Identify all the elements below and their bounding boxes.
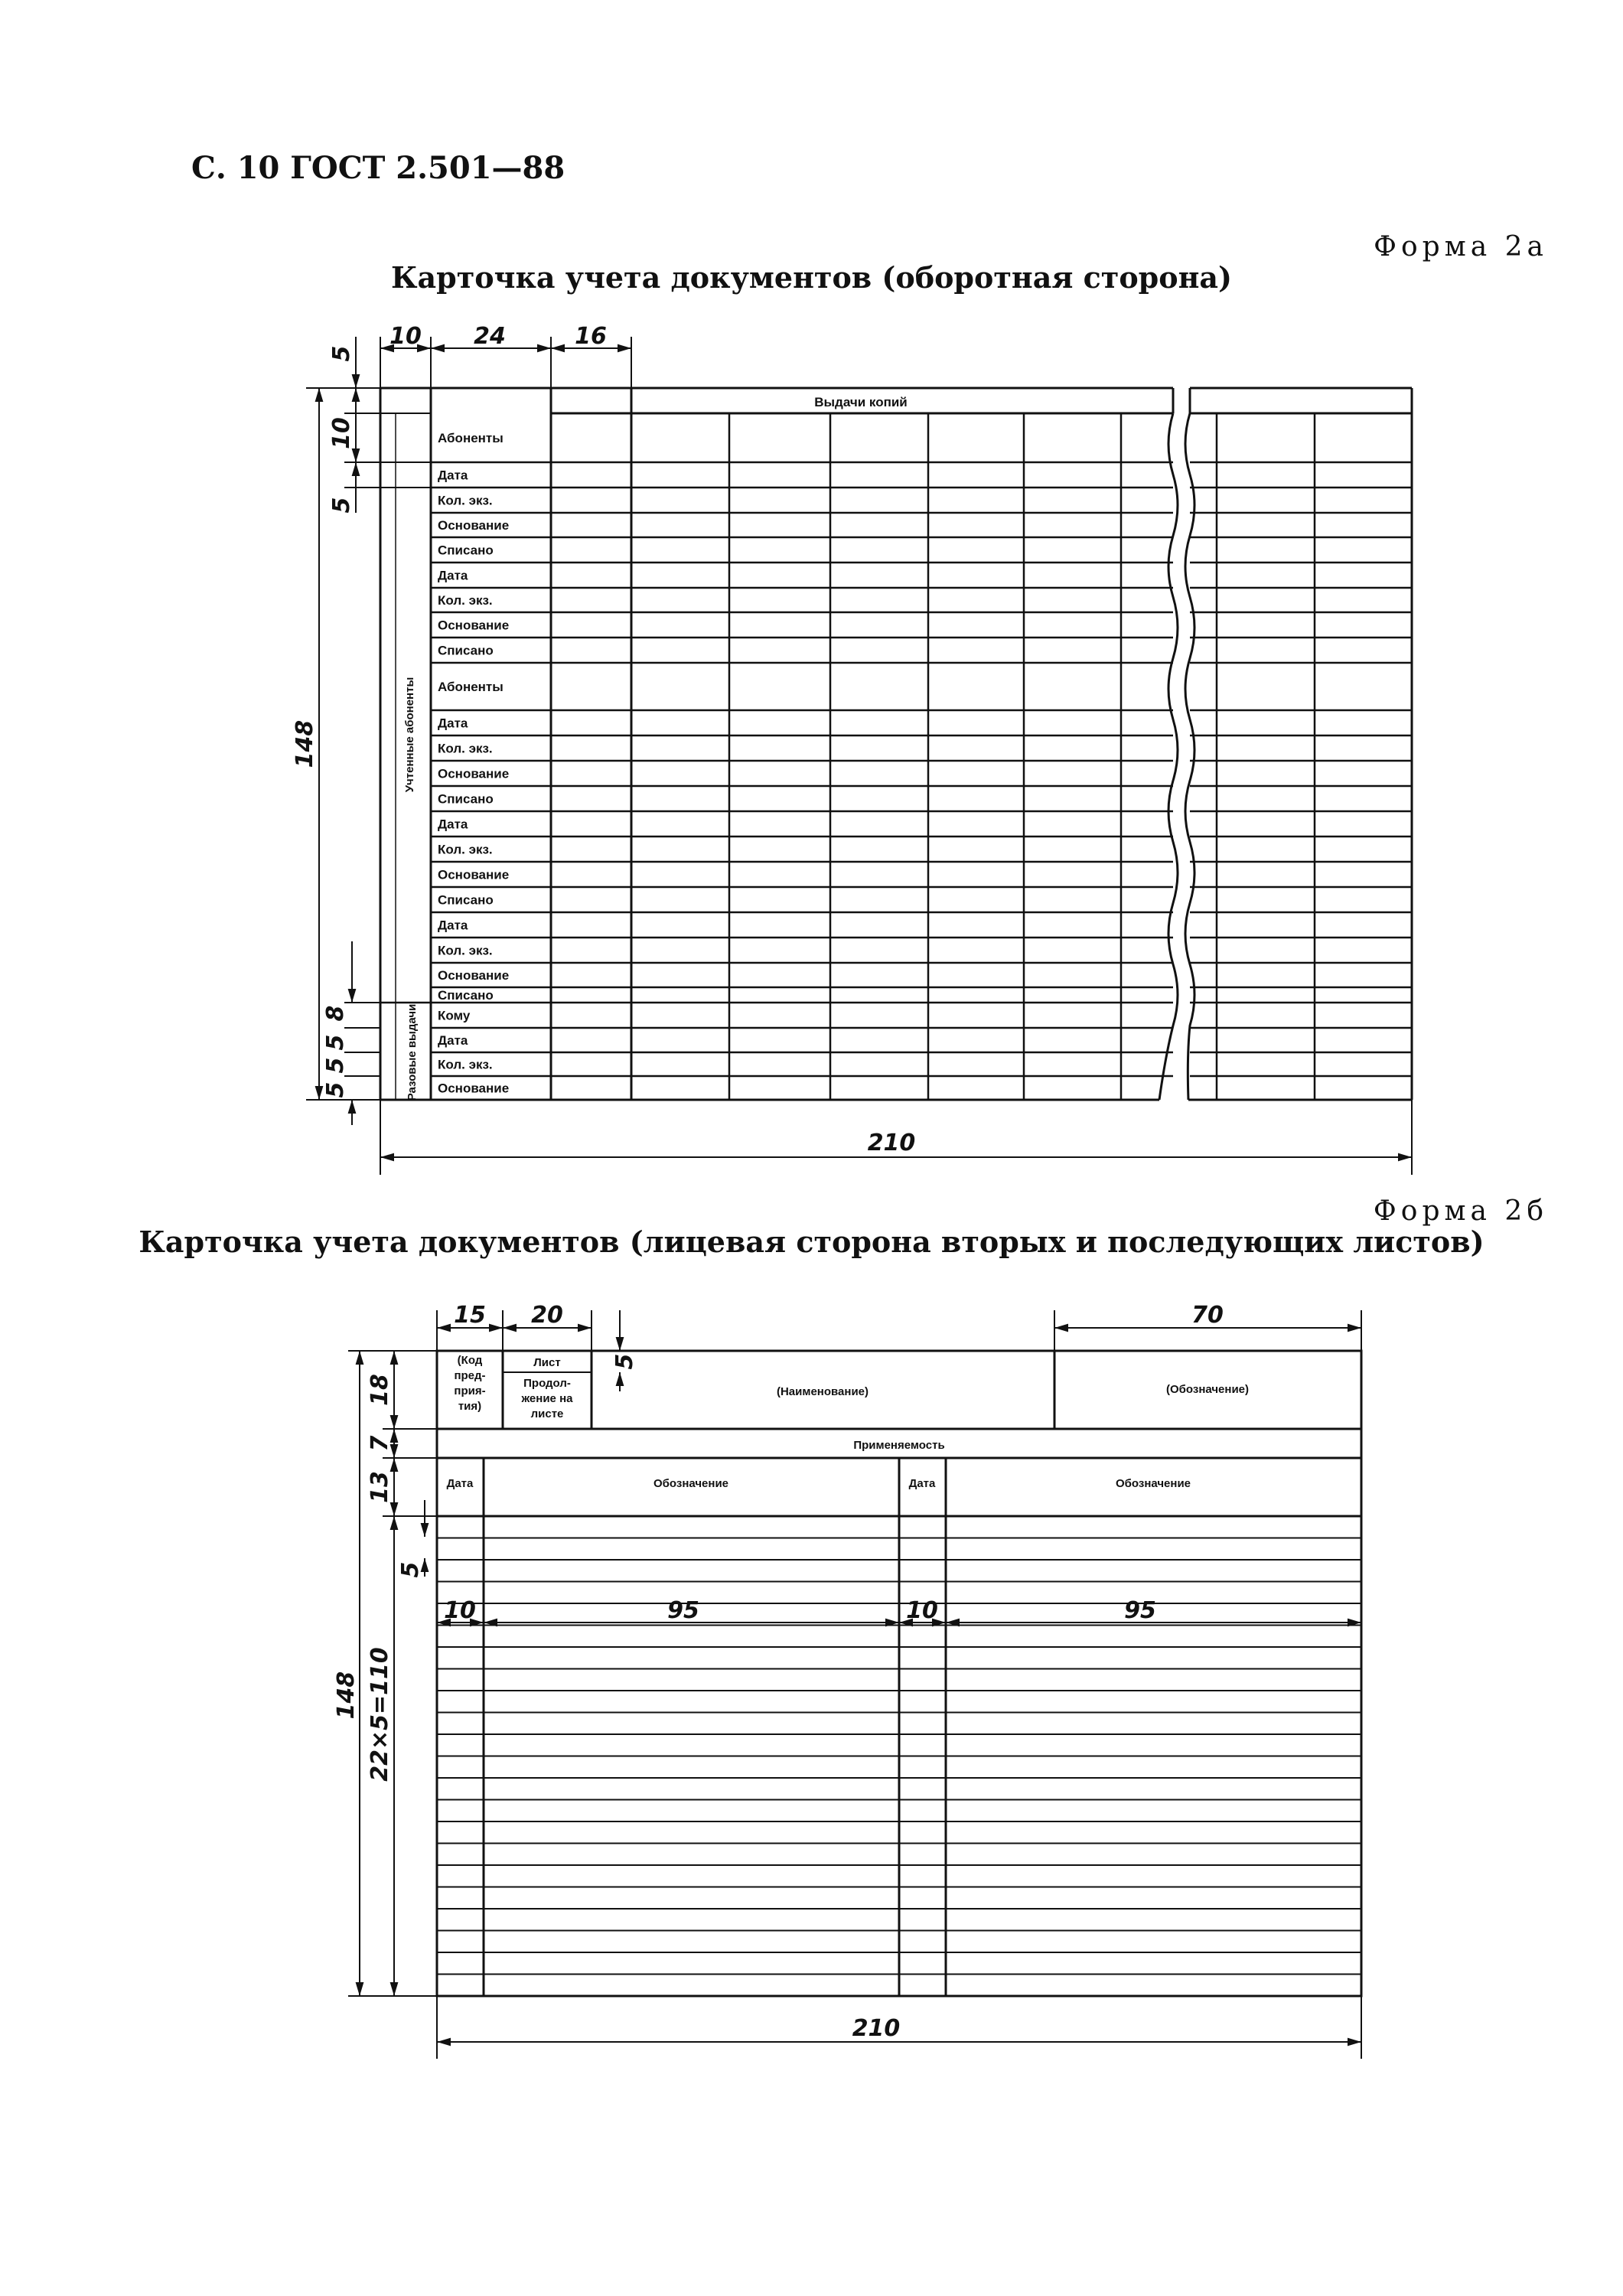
cell-company-code: (Код пред-прия-тия): [454, 1354, 486, 1413]
form-2a-row-label: Списано: [438, 543, 494, 558]
form-2a-row-label: Кол. экз.: [438, 493, 493, 508]
applicability-header: Применяемость: [853, 1439, 945, 1452]
form-2a-title: Карточка учета документов (оборотная сторона): [390, 260, 1232, 295]
dim-2b-w1: 15: [454, 1302, 486, 1329]
dim-2b-h2: 7: [367, 1435, 393, 1452]
form-2a-row-label: Дата: [438, 918, 468, 933]
form-2a-row-label: Основание: [438, 1081, 510, 1096]
dim-2a-b2: 5: [322, 1034, 349, 1051]
form-2b-table: [437, 1351, 1361, 1996]
form-2a-row-label: Кол. экз.: [438, 1057, 493, 1072]
form-2a-row-label: Списано: [438, 643, 494, 658]
registered-subscribers-label: Учтенные абоненты: [403, 677, 416, 793]
dim-2a-height: 148: [292, 719, 318, 768]
dim-2b-height: 148: [333, 1671, 360, 1720]
form-2a-row-label: Дата: [438, 1033, 468, 1048]
form-2a-row-label: Списано: [438, 892, 494, 908]
form-2a-row-label: Абоненты: [438, 431, 504, 445]
form-2a-row-label: Кому: [438, 1008, 471, 1023]
form-2a-row-label: Списано: [438, 988, 494, 1003]
form-2b-title: Карточка учета документов (лицевая сторона вторых и последующих листов): [139, 1225, 1484, 1259]
form-2a-row-label: Основание: [438, 618, 510, 633]
form-2a-row-label: Списано: [438, 791, 494, 807]
dim-2b-rows-calc: 22×5=110: [367, 1647, 393, 1782]
form-2a-row-label: Кол. экз.: [438, 593, 493, 608]
cell-designation: (Обозначение): [1165, 1383, 1250, 1396]
dim-2b-h1: 18: [367, 1374, 393, 1406]
copies-header: Выдачи копий: [814, 395, 908, 409]
dim-2a-b3: 5: [322, 1057, 349, 1074]
page-header: С. 10 ГОСТ 2.501—88: [191, 150, 565, 186]
form-2a-row-label: Основание: [438, 518, 510, 533]
dim-2b-h3: 13: [367, 1471, 393, 1503]
dim-2a-b1: 8: [322, 1005, 349, 1022]
date-header-1: Дата: [446, 1477, 474, 1490]
dim-2b-c4: 95: [1124, 1597, 1156, 1624]
dim-2b-width: 210: [852, 2015, 901, 2042]
dim-2a-h2: 5: [328, 497, 355, 514]
form-2b-label: Форма 2б: [1373, 1195, 1548, 1227]
dim-2b-w2: 20: [531, 1302, 563, 1329]
cell-sheet: Лист: [533, 1356, 561, 1369]
dim-2a-top: 5: [328, 345, 355, 362]
form-2a-label: Форма 2а: [1374, 231, 1548, 263]
form-2a-row-label: Дата: [438, 817, 468, 832]
form-2a-row-label: Дата: [438, 716, 468, 731]
form-2a-row-label: Дата: [438, 568, 468, 583]
form-2a-row-label: Кол. экз.: [438, 842, 493, 857]
dim-2a-w3: 16: [575, 323, 607, 350]
dim-2a-width: 210: [867, 1130, 916, 1156]
dim-2a-w2: 24: [474, 323, 506, 350]
dim-2a-h1: 10: [328, 417, 355, 449]
one-time-issues-label: Разовые выдачи: [406, 1003, 419, 1101]
dim-2b-c1: 10: [444, 1597, 476, 1624]
dim-2a-w1: 10: [389, 323, 422, 350]
cell-name: (Наименование): [776, 1385, 869, 1398]
designation-header-1: Обозначение: [653, 1477, 729, 1490]
form-2a-row-label: Абоненты: [438, 680, 504, 694]
form-2a-row-label: Кол. экз.: [438, 943, 493, 958]
form-2a-row-label: Дата: [438, 468, 468, 483]
dim-2b-c2: 95: [667, 1597, 699, 1624]
form-2b-dimensions: [333, 1302, 1361, 2059]
dim-2a-b4: 5: [322, 1081, 349, 1098]
form-2a-row-label: Основание: [438, 968, 510, 983]
dim-2b-rowh: 5: [397, 1561, 424, 1578]
date-header-2: Дата: [908, 1477, 936, 1490]
form-2a-row-label: Основание: [438, 867, 510, 882]
dim-2b-s1: 5: [611, 1353, 638, 1370]
form-2a-table: [380, 388, 1412, 1101]
form-2a-row-label: Кол. экз.: [438, 741, 493, 756]
designation-header-2: Обозначение: [1115, 1477, 1191, 1490]
dim-2b-w3: 70: [1191, 1302, 1224, 1329]
form-2a-row-label: Основание: [438, 766, 510, 781]
cell-continuation: Продол-жение на листе: [521, 1377, 573, 1420]
dim-2b-c3: 10: [906, 1597, 938, 1624]
